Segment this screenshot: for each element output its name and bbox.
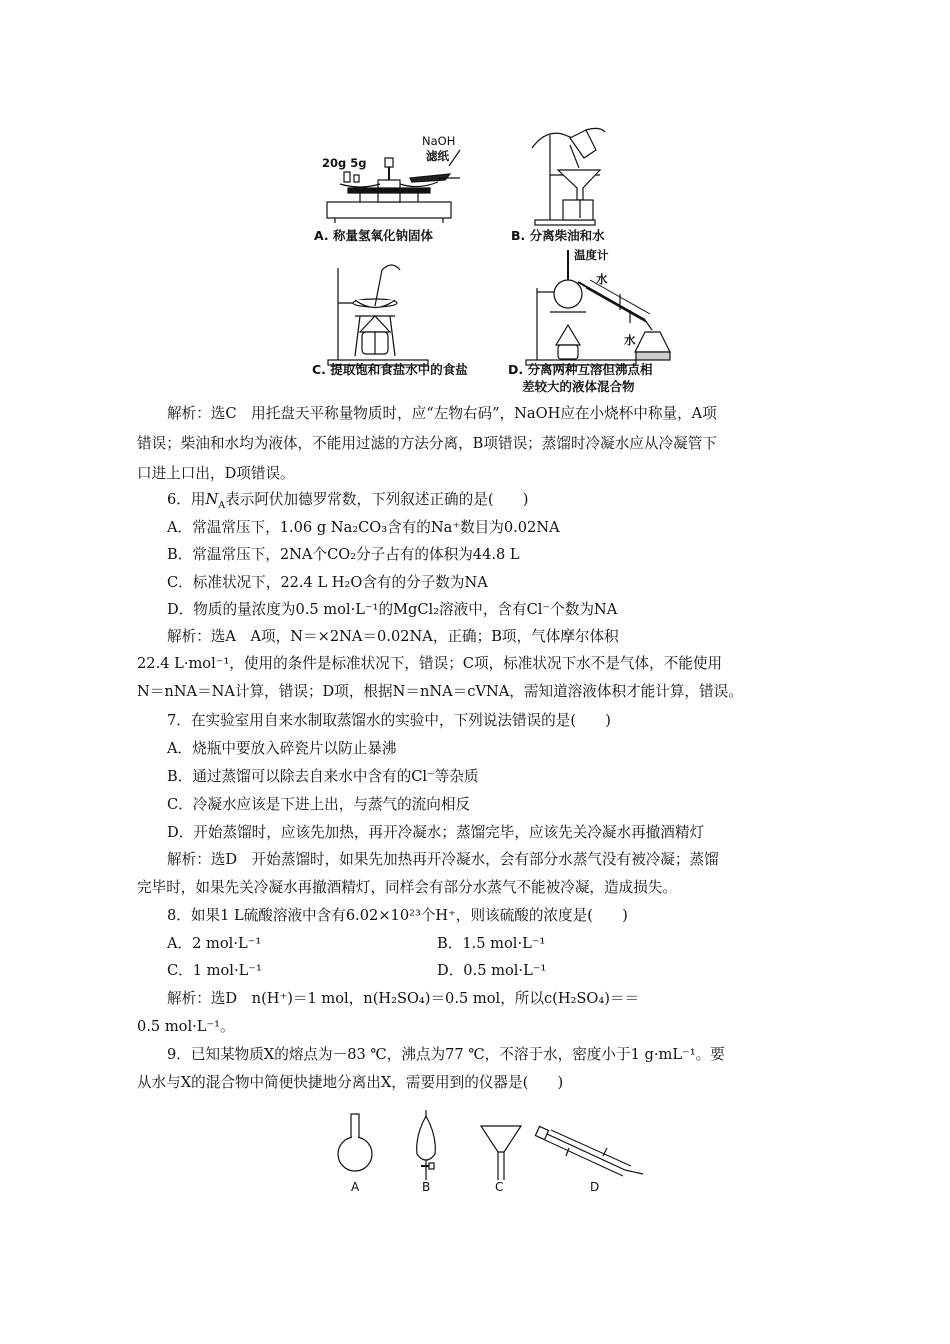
q8-option-d: D．0.5 mol·L⁻¹ — [437, 962, 547, 979]
q7-analysis-line2: 完毕时，如果先关冷凝水再撤酒精灯，同样会有部分水蒸气不能被冷凝，造成损失。 — [137, 879, 677, 896]
q8-stem: 8．如果1 L硫酸溶液中含有6.02×10²³个H⁺，则该硫酸的浓度是( ) — [167, 907, 628, 924]
q9-stem-line1: 9．已知某物质X的熔点为－83 ℃，沸点为77 ℃，不溶于水，密度小于1 g·mL⁻¹。要 — [167, 1046, 725, 1063]
naoh-label: NaOH — [422, 134, 456, 148]
caption-d-line1: D. 分离两种互溶但沸点相 — [508, 362, 653, 377]
water-out-label: 水 — [624, 333, 636, 347]
caption-d-line2: 差较大的液体混合物 — [522, 379, 635, 394]
filtration-icon — [532, 128, 605, 225]
q7-option-c: C．冷凝水应该是下进上出，与蒸气的流向相反 — [167, 796, 471, 813]
q6-stem-prefix: 6．用 — [167, 491, 206, 508]
q9-stem-line2: 从水与X的混合物中简便快捷地分离出X，需要用到的仪器是( ) — [137, 1074, 564, 1091]
q6-option-d: D．物质的量浓度为0.5 mol·L⁻¹的MgCl₂溶液中，含有Cl⁻个数为NA — [167, 601, 618, 618]
q7-option-a: A．烧瓶中要放入碎瓷片以防止暴沸 — [167, 740, 397, 757]
q7-stem: 7．在实验室用自来水制取蒸馏水的实验中，下列说法错误的是( ) — [167, 712, 611, 729]
instruments-figure — [325, 1108, 655, 1198]
q7-analysis-line1: 解析：选D 开始蒸馏时，如果先加热再开冷凝水，会有部分水蒸气没有被冷凝；蒸馏 — [167, 851, 719, 868]
q6-analysis-line3: N＝nNA＝NA计算，错误；D项，根据N＝nNA＝cVNA，需知道溶液体积才能计算，错误。 — [137, 683, 743, 700]
q5-analysis-line1: 解析：选C 用托盘天平称量物质时，应“左物右码”，NaOH应在小烧杯中称量，A项 — [167, 405, 717, 422]
q5-analysis-line2: 错误；柴油和水均为液体，不能用过滤的方法分离，B项错误；蒸馏时冷凝水应从冷凝管下 — [137, 435, 717, 452]
na-subscript: A — [218, 499, 226, 511]
condenser-icon — [535, 1126, 643, 1176]
thermometer-label: 温度计 — [574, 248, 609, 262]
instrument-label-b: B — [422, 1180, 431, 1194]
q8-analysis-line2: 0.5 mol·L⁻¹。 — [137, 1018, 235, 1035]
q7-option-d: D．开始蒸馏时，应该先加热，再开冷凝水；蒸馏完毕，应该先关冷凝水再撤酒精灯 — [167, 824, 705, 841]
q6-analysis-line1: 解析：选A A项，N＝×2NA＝0.02NA，正确；B项，气体摩尔体积 — [167, 628, 619, 645]
q6-stem — [167, 488, 528, 511]
q6-option-b: B．常温常压下，2NA个CO₂分子占有的体积为44.8 L — [167, 546, 520, 563]
evaporation-icon — [328, 265, 428, 365]
q6-analysis-line2: 22.4 L·mol⁻¹，使用的条件是标准状况下，错误；C项，标准状况下水不是气体，不能使用 — [137, 655, 723, 672]
instrument-label-d: D — [590, 1180, 600, 1194]
q5-analysis-line3: 口进上口出，D项错误。 — [137, 465, 295, 482]
q8-option-c: C．1 mol·L⁻¹ — [167, 962, 262, 979]
caption-b: B. 分离柴油和水 — [511, 228, 605, 243]
distillation-icon — [526, 250, 670, 365]
q6-stem-text: 表示阿伏加德罗常数，下列叙述正确的是( ) — [225, 491, 529, 508]
q8-option-b: B．1.5 mol·L⁻¹ — [437, 935, 546, 952]
instrument-label-a: A — [351, 1180, 360, 1194]
funnel-icon — [481, 1126, 521, 1180]
na-symbol: N — [205, 491, 219, 508]
separatory-funnel-icon — [417, 1110, 436, 1180]
caption-a: A. 称量氢氧化钠固体 — [314, 228, 434, 243]
instrument-label-c: C — [495, 1180, 504, 1194]
filter-paper-label: 滤纸 — [426, 149, 449, 163]
caption-c: C. 提取饱和食盐水中的食盐 — [312, 362, 468, 377]
balance-weights-label: 20g 5g — [322, 156, 367, 170]
q8-option-a: A．2 mol·L⁻¹ — [167, 935, 262, 952]
q7-option-b: B．通过蒸馏可以除去自来水中含有的Cl⁻等杂质 — [167, 768, 479, 785]
q8-analysis-line1: 解析：选D n(H⁺)＝1 mol，n(H₂SO₄)＝0.5 mol，所以c(H₂SO₄)＝＝ — [167, 990, 640, 1007]
apparatus-figure — [300, 120, 680, 400]
instruments-drawing — [325, 1108, 655, 1198]
round-bottom-flask-icon — [338, 1114, 372, 1171]
q6-option-c: C．标准状况下，22.4 L H₂O含有的分子数为NA — [167, 574, 488, 591]
q6-option-a: A．常温常压下，1.06 g Na₂CO₃含有的Na⁺数目为0.02NA — [167, 519, 560, 536]
water-in-label: 水 — [596, 272, 608, 286]
